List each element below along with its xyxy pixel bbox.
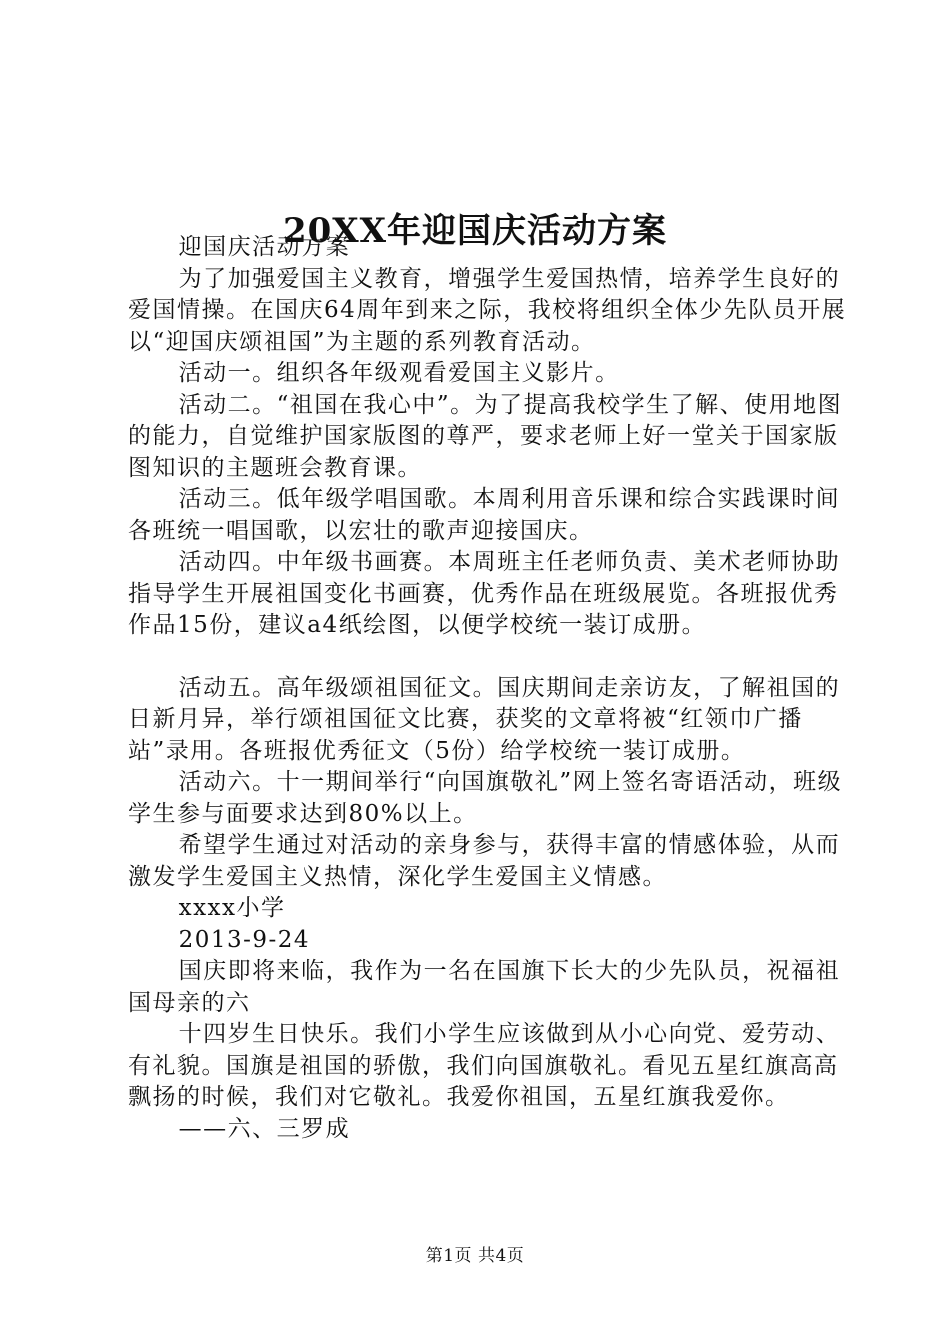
intro-paragraph: 为了加强爱国主义教育，增强学生爱国热情，培养学生良好的爱国情操。在国庆64周年到来之际，我校将组织全体少先队员开展以“迎国庆颂祖国”为主题的系列教育活动。 (128, 265, 847, 355)
activity-4-paragraph: 活动四。中年级书画赛。本周班主任老师负责、美术老师协助指导学生开展祖国变化书画赛，优秀作品在班级展览。各班报优秀作品15份，建议a4纸绘图，以便学校统一装订成册。 (128, 549, 841, 638)
document-body (128, 232, 848, 1145)
activity-1-paragraph: 活动一。组织各年级观看爱国主义影片。 (178, 360, 620, 386)
greeting-continued-paragraph: 十四岁生日快乐。我们小学生应该做到从小心向党、爱劳动、有礼貌。国旗是祖国的骄傲，我们向国旗敬礼。看见五星红旗高高飘扬的时候，我们对它敬礼。我爱你祖国，五星红旗我爱你。 (128, 1021, 841, 1110)
greeting-paragraph: 国庆即将来临，我作为一名在国旗下长大的少先队员，祝福祖国母亲的六 (128, 958, 841, 1016)
document-date: 2013-9-24 (178, 926, 311, 953)
activity-5-paragraph: 活动五。高年级颂祖国征文。国庆期间走亲访友，了解祖国的日新月异，举行颂祖国征文比赛，获奖的文章将被“红领巾广播站”录用。各班报优秀征文（5份）给学校统一装订成册。 (128, 674, 841, 764)
heading-paragraph: 迎国庆活动方案 (178, 234, 351, 260)
activity-6-paragraph: 活动六。十一期间举行“向国旗敬礼”网上签名寄语活动，班级学生参与面要求达到80%以上。 (128, 769, 843, 827)
activity-2-paragraph: 活动二。“祖国在我心中”。为了提高我校学生了解、使用地图的能力，自觉维护国家版图的尊严，要求老师上好一堂关于国家版图知识的主题班会教育课。 (128, 391, 843, 481)
school-name: xxxx小学 (178, 895, 286, 921)
signature-line: ——六、三罗成 (178, 1115, 351, 1142)
activity-3-paragraph: 活动三。低年级学唱国歌。本周利用音乐课和综合实践课时间各班统一唱国歌，以宏壮的歌声迎接国庆。 (128, 486, 841, 544)
closing-paragraph: 希望学生通过对活动的亲身参与，获得丰富的情感体验，从而激发学生爱国主义热情，深化学生爱国主义情感。 (128, 832, 841, 890)
page-number-footer: 第1页 共4页 (425, 1246, 525, 1266)
document-title: 20XX年迎国庆活动方案 (282, 210, 668, 251)
